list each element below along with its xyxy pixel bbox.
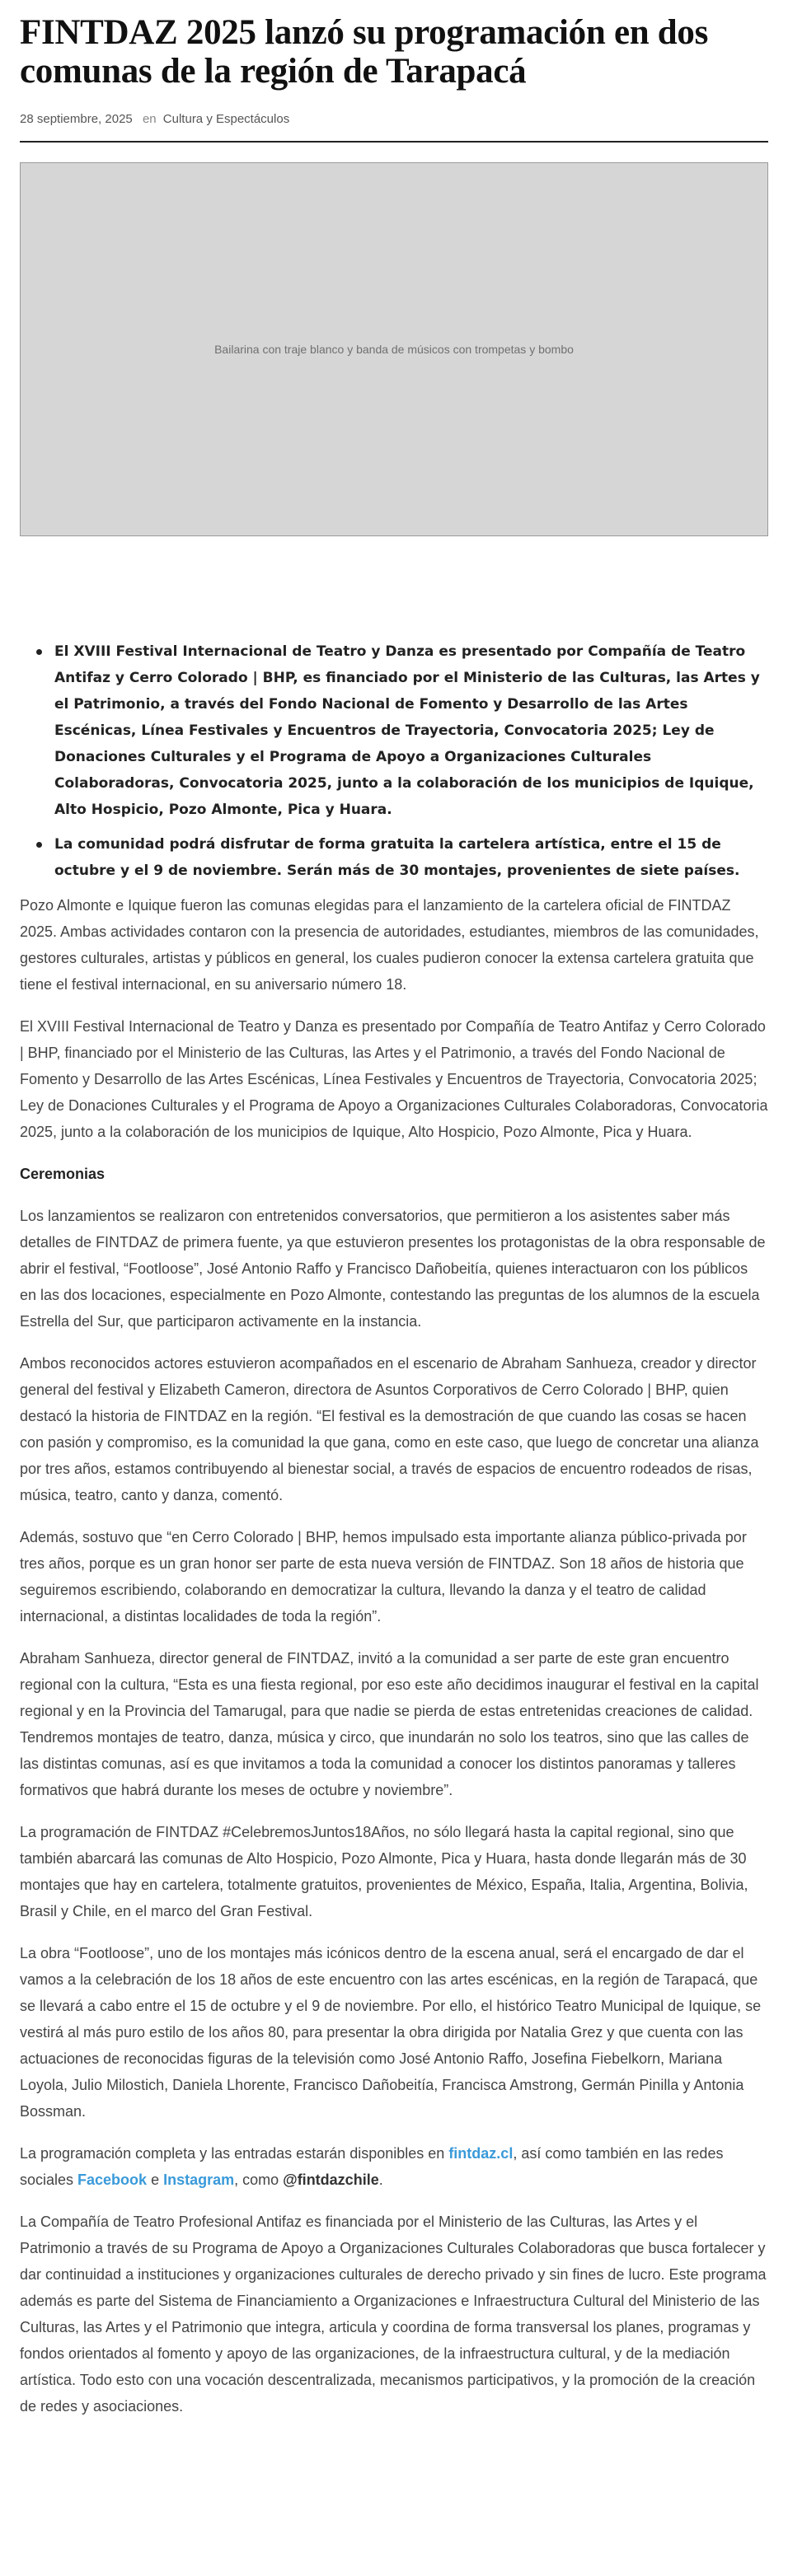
section-heading: Ceremonias	[20, 1166, 106, 1182]
facebook-link[interactable]: Facebook	[77, 2172, 148, 2188]
category-prefix: en	[142, 112, 157, 126]
paragraph: Abraham Sanhueza, director general de FINTDAZ, invitó a la comunidad a ser parte de este gran encuentro regional con la cultura, “Esta es una fiesta regional, por eso este año decidimos inaugurar el festival en la capital regional y en la Provincia del Tamarugal, para que nadie se pierda de estas entretenidas creaciones de calidad. Tendremos montajes de teatro, danza, música y circo, que inundarán no solo los teatros, sino que las calles de las distintas comunas, así es que invitamos a toda la comunidad a conocer los distintos panoramas y talleres formativos que habrá durante los meses de octubre y noviembre”.	[20, 1650, 759, 1798]
paragraph: Los lanzamientos se realizaron con entretenidos conversatorios, que permitieron a los asistentes saber más detalles de FINTDAZ de primera fuente, ya que estuvieron presentes los protagonistas de la obra responsable de abrir el festival, “Footloose”, José Antonio Raffo y Francisco Dañobeitía, quienes interactuaron con los públicos en las dos locaciones, especialmente en Pozo Almonte, contestando las preguntas de los alumnos de la escuela Estrella del Sur, que participaron activamente en la instancia.	[20, 1208, 766, 1330]
article-body	[20, 892, 768, 2419]
highlight-item: El XVIII Festival Internacional de Teatro y Danza es presentado por Compañía de Teatro Antifaz y Cerro Colorado | BHP, es financiado por el Ministerio de las Culturas, las Artes y el Patrimonio, a través del Fondo Nacional de Fomento y Desarrollo de las Artes Escénicas, Línea Festivales y Encuentros de Trayectoria, Convocatoria 2025; Ley de Donaciones Culturales y el Programa de Apoyo a Organizaciones Culturales Colaboradoras, Convocatoria 2025, junto a la colaboración de los municipios de Iquique, Alto Hospicio, Pozo Almonte, Pica y Huara.	[35, 638, 768, 823]
links-text-middle: , así como también en las redes sociales	[20, 2145, 724, 2188]
highlight-item: La comunidad podrá disfrutar de forma gratuita la cartelera artística, entre el 15 de octubre y el 9 de noviembre. Serán más de 30 montajes, provenientes de siete países.	[35, 831, 768, 884]
links-text-after: , como	[234, 2172, 284, 2188]
paragraph: La Compañía de Teatro Profesional Antifaz es financiada por el Ministerio de las Culturas, las Artes y el Patrimonio a través de su Programa de Apoyo a Organizaciones Culturales Colaboradoras que busca fortalecer y dar continuidad a instituciones y organizaciones culturales de derecho privado y sin fines de lucro. Este programa además es parte del Sistema de Financiamiento a Organizaciones e Infraestructura Cultural del Ministerio de las Culturas, las Artes y el Patrimonio que integra, articula y coordina de forma transversal los planes, programas y fondos orientados al fomento y apoyo de las organizaciones, de la infraestructura cultural, y de la mediación artística. Todo esto con una vocación descentralizada, mecanismos participativos, y la promoción de la creación de redes y asociaciones.	[20, 2214, 767, 2415]
paragraph: El XVIII Festival Internacional de Teatro y Danza es presentado por Compañía de Teatro Antifaz y Cerro Colorado | BHP, financiado por el Ministerio de las Culturas, las Artes y el Patrimonio, a través del Fondo Nacional de Fomento y Desarrollo de las Artes Escénicas, Línea Festivales y Encuentros de Trayectoria, Convocatoria 2025; Ley de Donaciones Culturales y el Programa de Apoyo a Organizaciones Culturales Colaboradoras, Convocatoria 2025, junto a la colaboración de los municipios de Iquique, Alto Hospicio, Pozo Almonte, Pica y Huara.	[20, 1018, 768, 1140]
paragraph: Además, sostuvo que “en Cerro Colorado | BHP, hemos impulsado esta importante alianza público-privada por tres años, porque es un gran honor ser parte de esta nueva versión de FINTDAZ. Son 18 años de historia que seguiremos escribiendo, colaborando en democratizar la cultura, llevando la danza y el teatro de calidad internacional, a distintas localidades de toda la región”.	[20, 1529, 747, 1625]
instagram-link[interactable]: Instagram	[163, 2172, 235, 2188]
paragraph: Ambos reconocidos actores estuvieron acompañados en el escenario de Abraham Sanhueza, creador y director general del festival y Elizabeth Cameron, directora de Asuntos Corporativos de Cerro Colorado | BHP, quien destacó la historia de FINTDAZ en la región. “El festival es la demostración de que cuando las cosas se hacen con pasión y compromiso, es la comunidad la que gana, como en este caso, que luego de concretar una alianza por tres años, estamos contribuyendo al bienestar social, a través de espacios de encuentro rodeados de risas, música, teatro, canto y danza, comentó.	[20, 1355, 759, 1503]
title-divider	[20, 141, 768, 143]
links-text-and: e	[147, 2172, 164, 2188]
links-text-end: .	[378, 2172, 383, 2188]
paragraph: Pozo Almonte e Iquique fueron las comunas elegidas para el lanzamiento de la cartelera oficial de FINTDAZ 2025. Ambas actividades contaron con la presencia de autoridades, estudiantes, miembros de las comunidades, gestores culturales, artistas y públicos en general, los cuales pudieron conocer la extensa cartelera gratuita que tiene el festival internacional, en su aniversario número 18.	[20, 897, 759, 993]
highlights-list	[20, 638, 768, 884]
hero-image-caption: Bailarina con traje blanco y banda de músicos con trompetas y bombo	[214, 343, 574, 356]
hero-image	[20, 162, 768, 536]
article	[20, 0, 768, 2435]
category-link[interactable]: Cultura y Espectáculos	[162, 112, 290, 126]
social-handle: @fintdazchile	[283, 2172, 379, 2188]
paragraph: La obra “Footloose”, uno de los montajes más icónicos dentro de la escena anual, será el encargado de dar el vamos a la celebración de los 18 años de este encuentro con las artes escénicas, en la región de Tarapacá, que se llevará a cabo entre el 15 de octubre y el 9 de noviembre. Por ello, el histórico Teatro Municipal de Iquique, se vestirá al más puro estilo de los años 80, para presentar la obra dirigida por Natalia Grez y que cuenta con las actuaciones de reconocidas figuras de la televisión como José Antonio Raffo, Josefina Fiebelkorn, Mariana Loyola, Julio Milostich, Daniela Lhorente, Francisco Dañobeitía, Francisca Amstrong, Germán Pinilla y Antonia Bossman.	[20, 1945, 762, 2120]
links-text-before: La programación completa y las entradas estarán disponibles en	[20, 2145, 449, 2162]
article-meta	[20, 112, 768, 129]
paragraph-links	[20, 2140, 768, 2193]
paragraph: La programación de FINTDAZ #CelebremosJuntos18Años, no sólo llegará hasta la capital regional, sino que también abarcará las comunas de Alto Hospicio, Pozo Almonte, Pica y Huara, hasta donde llegarán más de 30 montajes que hay en cartelera, totalmente gratuitos, provenientes de México, España, Italia, Argentina, Bolivia, Brasil y Chile, en el marco del Gran Festival.	[20, 1824, 748, 1919]
publish-date: 28 septiembre, 2025	[20, 112, 133, 126]
article-title: FINTDAZ 2025 lanzó su programación en dos comunas de la región de Tarapacá	[20, 13, 709, 91]
site-link[interactable]: fintdaz.cl	[448, 2145, 514, 2162]
